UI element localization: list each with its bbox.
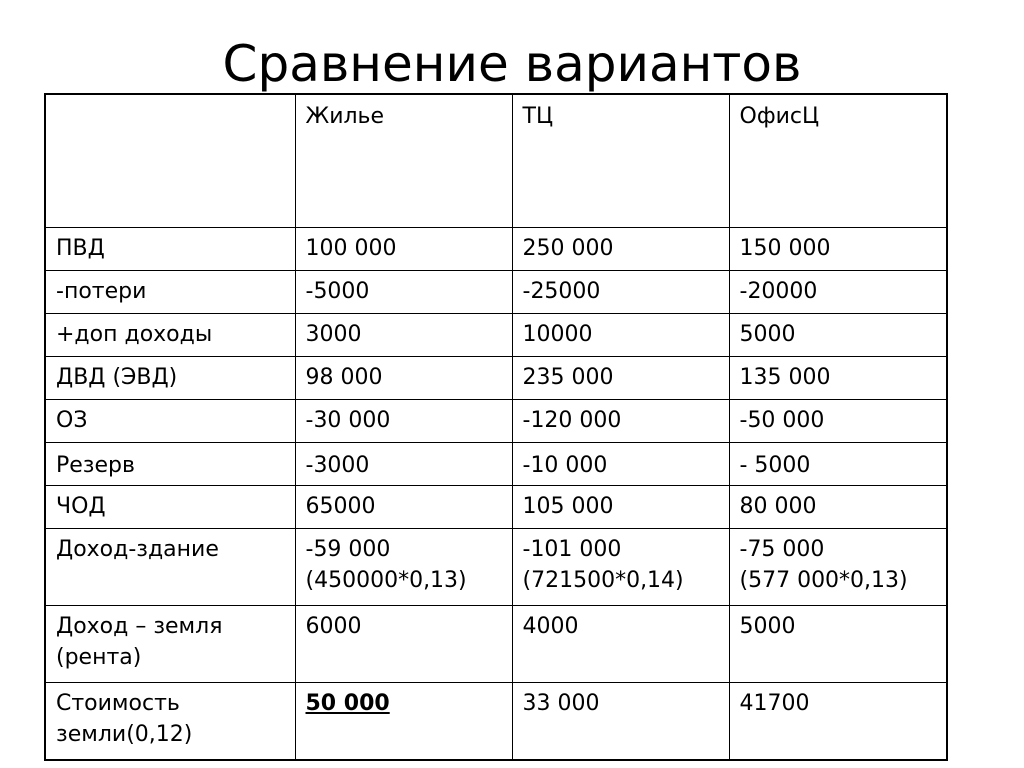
table-cell: -10 000 — [512, 443, 729, 486]
row-label: ЧОД — [45, 486, 295, 529]
row-label: +доп доходы — [45, 314, 295, 357]
row-label: -потери — [45, 271, 295, 314]
table-cell: - 5000 — [729, 443, 947, 486]
table-cell: -75 000 (577 000*0,13) — [729, 529, 947, 606]
table-cell: 235 000 — [512, 357, 729, 400]
row-label: ОЗ — [45, 400, 295, 443]
table-cell: -5000 — [295, 271, 512, 314]
table-cell: -20000 — [729, 271, 947, 314]
header-cell-mall: ТЦ — [512, 94, 729, 228]
table-cell: 5000 — [729, 606, 947, 683]
table-cell: 10000 — [512, 314, 729, 357]
table-row — [45, 443, 947, 486]
comparison-table — [44, 93, 948, 761]
table-row — [45, 606, 947, 683]
table-cell: -50 000 — [729, 400, 947, 443]
table-cell: 135 000 — [729, 357, 947, 400]
table-cell: 6000 — [295, 606, 512, 683]
slide-title: Сравнение вариантов — [222, 35, 802, 93]
table-row — [45, 357, 947, 400]
table-cell: -120 000 — [512, 400, 729, 443]
table-cell: 98 000 — [295, 357, 512, 400]
highlighted-value: 50 000 — [305, 691, 390, 716]
table-cell: -25000 — [512, 271, 729, 314]
row-label: Резерв — [45, 443, 295, 486]
table-row — [45, 271, 947, 314]
table-cell: 250 000 — [512, 228, 729, 271]
table-cell: 41700 — [729, 683, 947, 761]
table-row — [45, 529, 947, 606]
table-row — [45, 228, 947, 271]
row-label: ПВД — [45, 228, 295, 271]
table-cell: 80 000 — [729, 486, 947, 529]
table-cell: 33 000 — [512, 683, 729, 761]
table-cell: 5000 — [729, 314, 947, 357]
table-cell: -3000 — [295, 443, 512, 486]
table-cell: 65000 — [295, 486, 512, 529]
table-header-row — [45, 94, 947, 228]
table-cell — [295, 683, 512, 761]
row-label: Стоимость земли(0,12) — [45, 683, 295, 761]
table-row — [45, 314, 947, 357]
header-cell-empty — [45, 94, 295, 228]
table-cell: 3000 — [295, 314, 512, 357]
table-cell: -101 000 (721500*0,14) — [512, 529, 729, 606]
table-row — [45, 683, 947, 761]
table-cell: 105 000 — [512, 486, 729, 529]
row-label: ДВД (ЭВД) — [45, 357, 295, 400]
table-cell: -59 000 (450000*0,13) — [295, 529, 512, 606]
table-row — [45, 400, 947, 443]
table-row — [45, 486, 947, 529]
header-cell-office: ОфисЦ — [729, 94, 947, 228]
comparison-table-container — [44, 93, 948, 761]
row-label: Доход-здание — [45, 529, 295, 606]
row-label: Доход – земля (рента) — [45, 606, 295, 683]
header-cell-housing: Жилье — [295, 94, 512, 228]
table-cell: 150 000 — [729, 228, 947, 271]
table-cell: 4000 — [512, 606, 729, 683]
table-cell: -30 000 — [295, 400, 512, 443]
table-cell: 100 000 — [295, 228, 512, 271]
